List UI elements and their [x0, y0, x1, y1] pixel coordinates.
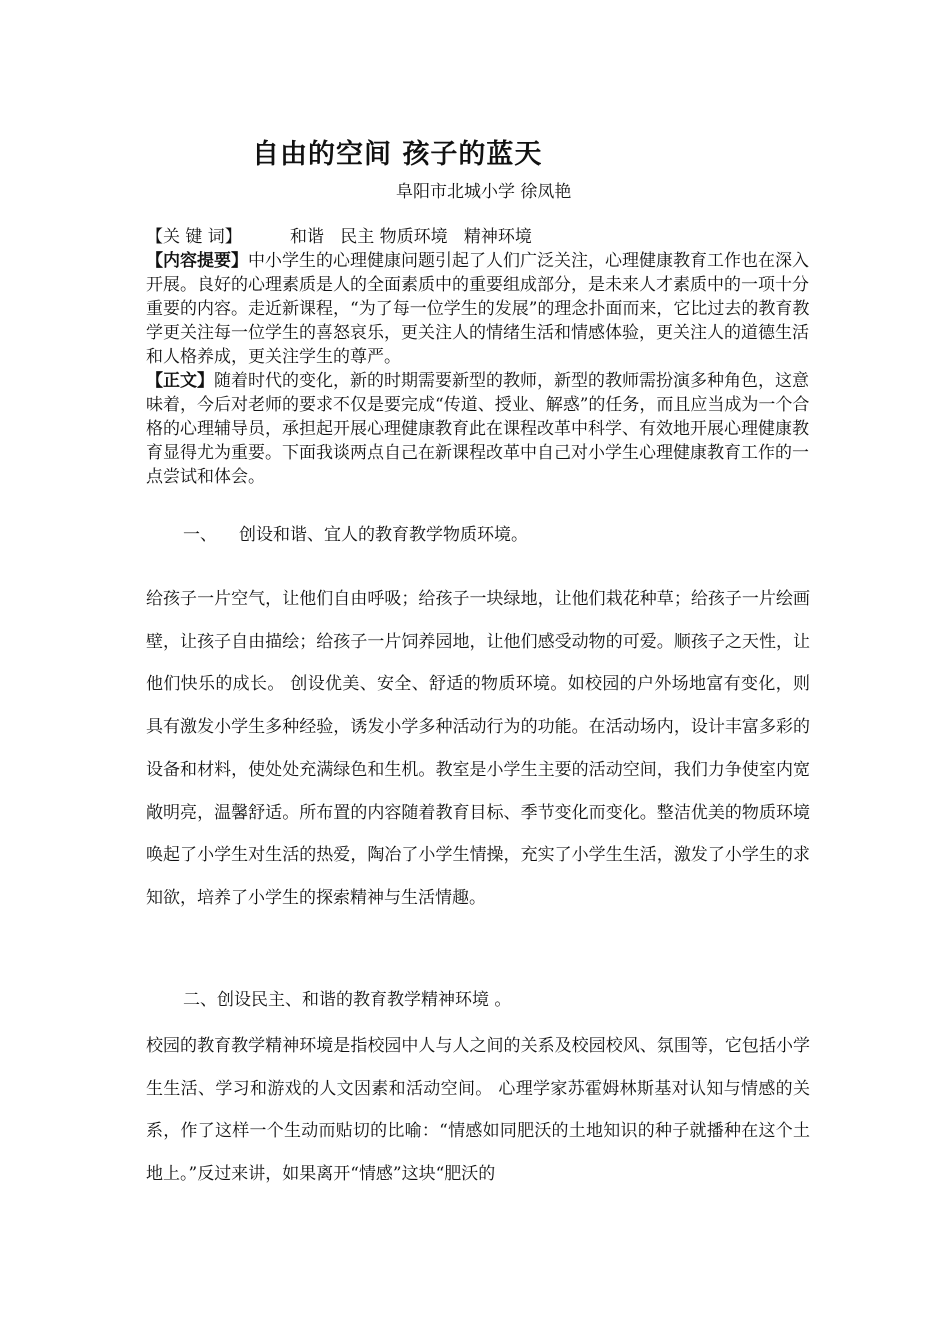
section1-paragraph: [146, 578, 810, 920]
abstract-text: 中小学生的心理健康问题引起了人们广泛关注，心理健康教育工作也在深入开展。良好的心理素质是人的全面素质中的重要组成部分，是未来人才素质中的一项十分重要的内容。走近新课程，“为了每一位学生的发展”的理念扑面而来，它比过去的教育教学更关注每一位学生的喜怒哀乐，更关注人的情绪生活和情感体验，更关注人的道德生活和人格养成，更关注学生的尊严。: [146, 251, 810, 367]
section1-heading: [183, 520, 528, 545]
section1-heading-text: 创设和谐、宜人的教育教学物质环境。: [239, 525, 528, 545]
document-title: 自由的空间 孩子的蓝天: [252, 139, 543, 170]
keywords-value: 和谐 民主 物质环境 精神环境: [290, 227, 532, 247]
keywords-line: [146, 225, 810, 249]
section2-paragraph: [146, 1025, 810, 1195]
abstract-paragraph: [146, 249, 810, 369]
section2-text: 校园的教育教学精神环境是指校园中人与人之间的关系及校园校风、氛围等，它包括小学生生活、学习和游戏的人文因素和活动空间。 心理学家苏霍姆林斯基对认知与情感的关系，作了这样一个生动而贴切的比喻：“情感如同肥沃的土地知识的种子就播种在这个土地上。”反过来讲，如果离开“情感”这块“肥沃的: [146, 1036, 810, 1184]
abstract-label: 【内容提要】: [146, 251, 248, 271]
keywords-label: 【关 键 词】: [146, 227, 242, 247]
section1-text: 给孩子一片空气，让他们自由呼吸；给孩子一块绿地，让他们栽花种草；给孩子一片绘画壁，让孩子自由描绘；给孩子一片饲养园地，让他们感受动物的可爱。顺孩子之天性，让他们快乐的成长。 创设优美、安全、舒适的物质环境。如校园的户外场地富有变化，则具有激发小学生多种经验，诱发小学多种活动行为的功能。在活动场内，设计丰富多彩的设备和材料，使处处充满绿色和生机。教室是小学生主要的活动空间，我们力争使室内宽敞明亮，温馨舒适。所布置的内容随着教育目标、季节变化而变化。整洁优美的物质环境唤起了小学生对生活的热爱，陶冶了小学生情操，充实了小学生生活，激发了小学生的求知欲，培养了小学生的探索精神与生活情趣。: [146, 589, 810, 908]
body-intro-paragraph: [146, 369, 810, 489]
section2-heading: 二、创设民主、和谐的教育教学精神环境 。: [183, 990, 512, 1010]
author-line: 阜阳市北城小学 徐凤艳: [396, 182, 572, 202]
body-text: 随着时代的变化，新的时期需要新型的教师，新型的教师需扮演多种角色，这意味着，今后对老师的要求不仅是要完成“传道、授业、解惑”的任务，而且应当成为一个合格的心理辅导员，承担起开展心理健康教育此在课程改革中科学、有效地开展心理健康教育显得尤为重要。下面我谈两点自己在新课程改革中自己对小学生心理健康教育工作的一点尝试和体会。: [146, 371, 810, 487]
body-label: 【正文】: [146, 371, 214, 391]
section1-number: 一、: [183, 525, 217, 545]
